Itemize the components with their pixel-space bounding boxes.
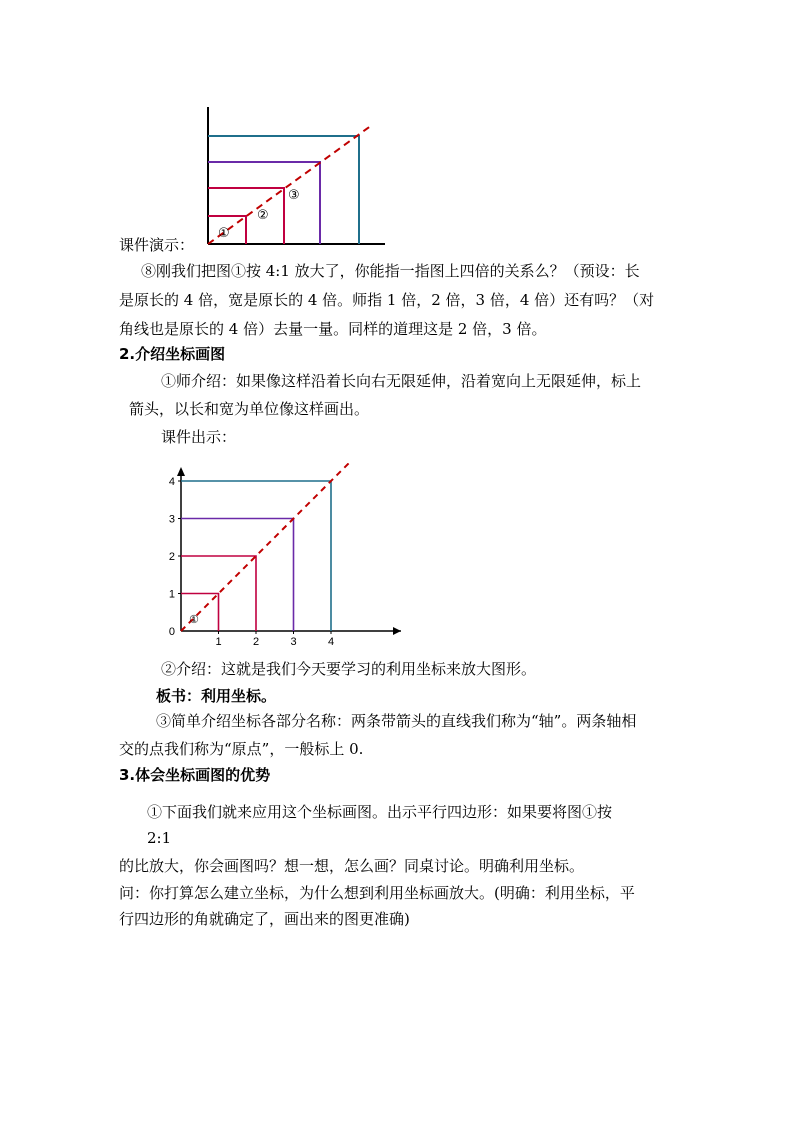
marker-label: ① [189, 614, 199, 626]
paragraph-1-line-3: 角线也是原长的 4 倍）去量一量。同样的道理这是 2 倍，3 倍。 [119, 320, 547, 338]
x-tick-label: 2 [252, 636, 260, 648]
section-3-line-2: 的比放大，你会画图吗？想一想，怎么画？同桌讨论。明确利用坐标。 [119, 857, 585, 875]
section-3-line-4: 行四边形的角就确定了，画出来的图更准确) [119, 910, 410, 928]
x-axis-arrow [393, 627, 401, 635]
fig1-marker-1: ① [218, 225, 230, 240]
x-tick-label: 1 [215, 636, 222, 648]
fig1-marker-2: ② [257, 207, 269, 222]
y-tick-label: 2 [168, 551, 175, 563]
section-2-heading: 2.介绍坐标画图 [119, 345, 226, 363]
origin-label: 0 [168, 626, 175, 638]
naming-line-2: 交的点我们称为“原点”，一般标上 0. [119, 740, 364, 758]
board-writing: 板书：利用坐标。 [156, 687, 277, 705]
figure-1 [200, 105, 390, 250]
y-tick-label: 4 [168, 476, 175, 488]
fig1-marker-3: ③ [288, 187, 300, 202]
paragraph-1-cont [119, 286, 654, 344]
diagonal-line [181, 463, 409, 631]
section-3-ratio: 2:1 [147, 829, 172, 847]
fig1-diagonal [208, 125, 372, 244]
y-tick-label: 1 [168, 588, 175, 601]
section-3-line-3: 问：你打算怎么建立坐标，为什么想到利用坐标画放大。(明确：利用坐标，平 [119, 884, 635, 902]
section-2-caption: 课件出示： [161, 428, 237, 446]
section-3-line-1: ①下面我们就来应用这个坐标画图。出示平行四边形：如果要将图①按 [147, 803, 613, 821]
section-2-line-1: ①师介绍：如果像这样沿着长向右无限延伸，沿着宽向上无限延伸，标上 [161, 372, 642, 390]
x-tick-label: 4 [327, 636, 335, 648]
intro-line: ②介绍：这就是我们今天要学习的利用坐标来放大图形。 [161, 660, 537, 678]
x-tick-label: 3 [290, 636, 297, 648]
y-tick-label: 3 [168, 513, 175, 526]
paragraph-1-line-2: 是原长的 4 倍，宽是原长的 4 倍。师指 1 倍，2 倍，3 倍，4 倍）还有吗？（对 [119, 291, 655, 309]
figure-1-caption: 课件演示： [119, 236, 195, 254]
section-2-line-2: 箭头，以长和宽为单位像这样画出。 [129, 400, 370, 418]
paragraph-1 [141, 257, 640, 286]
naming-line-1: ③简单介绍坐标各部分名称：两条带箭头的直线我们称为“轴”。两条轴相 [156, 712, 637, 730]
y-axis-arrow [177, 467, 185, 476]
paragraph-1-line-1: ⑧刚我们把图①按 4:1 放大了，你能指一指图上四倍的关系么？（预设：长 [141, 262, 640, 280]
coordinate-chart [165, 463, 410, 653]
section-3-heading: 3.体会坐标画图的优势 [119, 766, 271, 784]
